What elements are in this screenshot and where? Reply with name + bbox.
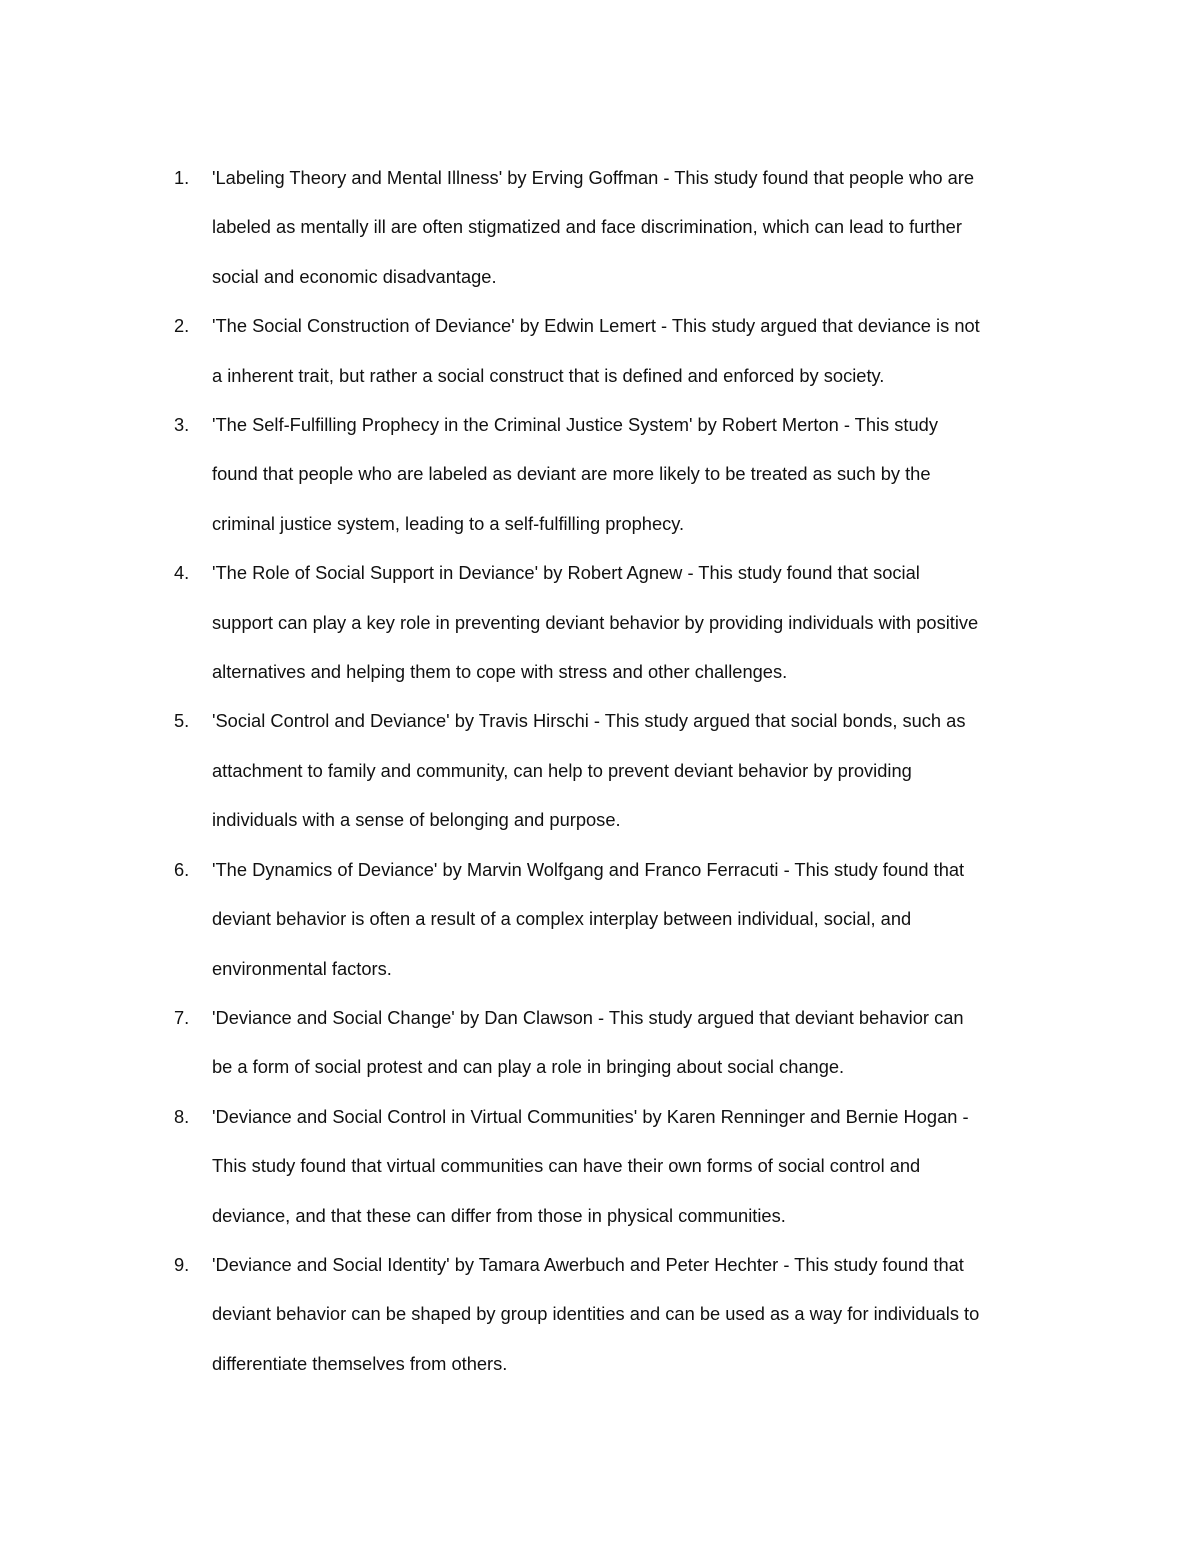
study-text-line: deviant behavior can be shaped by group identities and can be used as a way for individuals to [212,1303,980,1325]
study-text-line: be a form of social protest and can play a role in bringing about social change. [212,1056,845,1078]
study-text-line: found that people who are labeled as deviant are more likely to be treated as such by the [212,463,931,485]
study-number: 1. [174,167,190,188]
study-text-line: social and economic disadvantage. [212,265,497,287]
study-text-line: 'The Self-Fulfilling Prophecy in the Criminal Justice System' by Robert Merton - This study [212,414,938,436]
study-text-line: deviance, and that these can differ from those in physical communities. [212,1204,786,1226]
study-item [174,1240,1062,1388]
study-text-line: deviant behavior is often a result of a complex interplay between individual, social, and [212,908,912,930]
study-text-line: individuals with a sense of belonging and purpose. [212,809,621,831]
study-number: 8. [174,1105,190,1127]
study-text-line: environmental factors. [212,957,392,979]
study-text-line: attachment to family and community, can help to prevent deviant behavior by providing [212,759,912,781]
study-item [174,301,1062,400]
study-text-line: 'The Social Construction of Deviance' by Edwin Lemert - This study argued that deviance is not [212,315,980,337]
studies-list [174,153,1062,1388]
study-item [174,400,1062,548]
study-item [174,1092,1062,1240]
study-number: 9. [174,1253,190,1275]
study-text-line: 'The Role of Social Support in Deviance' by Robert Agnew - This study found that social [212,562,920,584]
study-text-line: 'Labeling Theory and Mental Illness' by Erving Goffman - This study found that people who are [212,167,975,188]
study-text-line: 'Social Control and Deviance' by Travis Hirschi - This study argued that social bonds, such as [212,710,966,732]
study-text-line: criminal justice system, leading to a self-fulfilling prophecy. [212,512,685,534]
study-number: 4. [174,562,190,584]
study-number: 7. [174,1006,190,1028]
study-number: 6. [174,858,190,880]
study-item [174,153,1062,301]
study-text-line: 'The Dynamics of Deviance' by Marvin Wolfgang and Franco Ferracuti - This study found that [212,858,965,880]
study-number: 3. [174,414,190,436]
study-text-line: 'Deviance and Social Control in Virtual Communities' by Karen Renninger and Bernie Hogan - [212,1105,969,1127]
study-text-line: a inherent trait, but rather a social construct that is defined and enforced by society. [212,364,885,386]
study-item [174,548,1062,696]
study-item [174,696,1062,844]
study-text-line: labeled as mentally ill are often stigmatized and face discrimination, which can lead to further [212,216,962,238]
study-item [174,845,1062,993]
study-text-line: This study found that virtual communities can have their own forms of social control and [212,1155,921,1177]
study-text-line: 'Deviance and Social Identity' by Tamara Awerbuch and Peter Hechter - This study found that [212,1253,964,1275]
study-item [174,993,1062,1092]
study-text-line: differentiate themselves from others. [212,1352,508,1374]
study-text-line: alternatives and helping them to cope with stress and other challenges. [212,661,788,683]
study-number: 2. [174,315,190,337]
study-number: 5. [174,710,190,732]
study-text-line: 'Deviance and Social Change' by Dan Clawson - This study argued that deviant behavior can [212,1006,964,1028]
study-text-line: support can play a key role in preventing deviant behavior by providing individuals with positive [212,611,979,633]
